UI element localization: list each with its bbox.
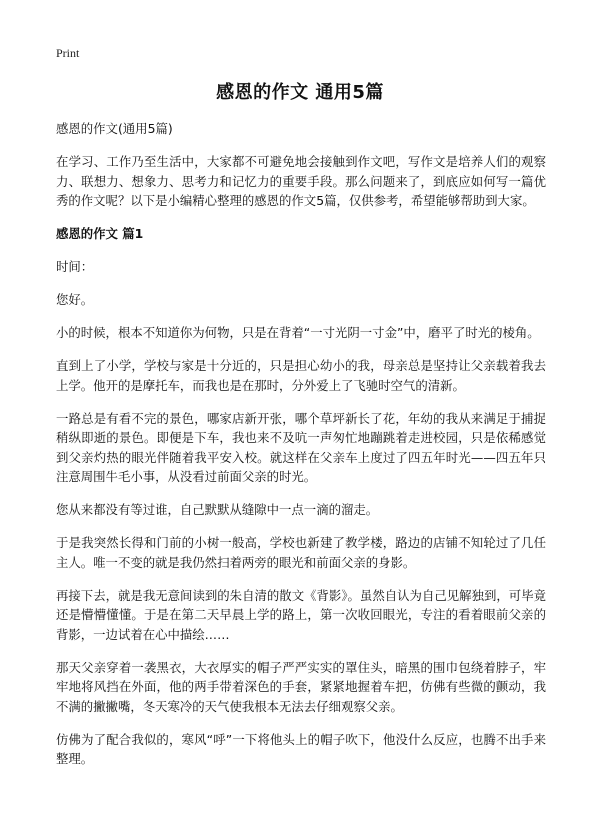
paragraph: 您好。 — [56, 292, 94, 307]
paragraph: 直到上了小学，学校与家是十分近的，只是担心幼小的我，母亲总是坚持让父亲载着我去上学。他开的是摩托车，而我也是在那时，分外爱上了飞驰时空气的清新。 — [56, 358, 546, 393]
print-link[interactable]: Print — [56, 46, 80, 60]
document-title: 感恩的作文 通用5篇 — [216, 82, 384, 103]
paragraph: 您从来都没有等过谁，自己默默从缝隙中一点一滴的溜走。 — [56, 502, 379, 517]
document-subtitle: 感恩的作文(通用5篇) — [56, 121, 173, 136]
paragraph: 时间： — [56, 259, 94, 274]
paragraph: 小的时候，根本不知道你为何物，只是在背着“一寸光阴一寸金”中，磨平了时光的棱角。 — [56, 325, 540, 340]
paragraph: 再接下去，就是我无意间读到的朱自清的散文《背影》。虽然自认为自己见解独到，可毕竟还是懵懵懂懂。于是在第二天早晨上学的路上，第一次收回眼光，专注的看着眼前父亲的背影，一边试着在心中描绘…… — [56, 587, 546, 642]
paragraph: 于是我突然长得和门前的小树一般高，学校也新建了教学楼，路边的店铺不知轮过了几任主人。唯一不变的就是我仍然扫着两旁的眼光和前面父亲的身影。 — [56, 535, 546, 570]
document-body — [56, 119, 546, 782]
intro-paragraph: 在学习、工作乃至生活中，大家都不可避免地会接触到作文吧，写作文是培养人们的观察力、联想力、想象力、思考力和记忆力的重要手段。那么问题来了，到底应如何写一篇优秀的作文呢？以下是小编精心整理的感恩的作文5篇，仅供参考，希望能够帮助到大家。 — [56, 154, 546, 208]
paragraph: 那天父亲穿着一袭黑衣，大衣厚实的帽子严严实实的罩住头，暗黑的围巾包绕着脖子，牢牢地将风挡在外面，他的两手带着深色的手套，紧紧地握着车把，仿佛有些微的颤动，我不满的撇撇嘴，冬天寒冷的天气使我根本无法去仔细观察父亲。 — [56, 659, 546, 714]
paragraph: 一路总是有看不完的景色，哪家店新开张，哪个草坪新长了花，年幼的我从来满足于捕捉稍纵即逝的景色。即便是下车，我也来不及吭一声匆忙地蹦跳着走进校园，只是依稀感觉到父亲灼热的眼光伴随着我平安入校。就这样在父亲车上度过了四五年时光——四五年只注意周围牛毛小事，从没看过前面父亲的时光。 — [56, 410, 546, 484]
section-heading: 感恩的作文 篇1 — [56, 226, 144, 241]
paragraph: 仿佛为了配合我似的，寒风“呼”一下将他头上的帽子吹下，他没什么反应，也腾不出手来整理。 — [56, 731, 546, 766]
